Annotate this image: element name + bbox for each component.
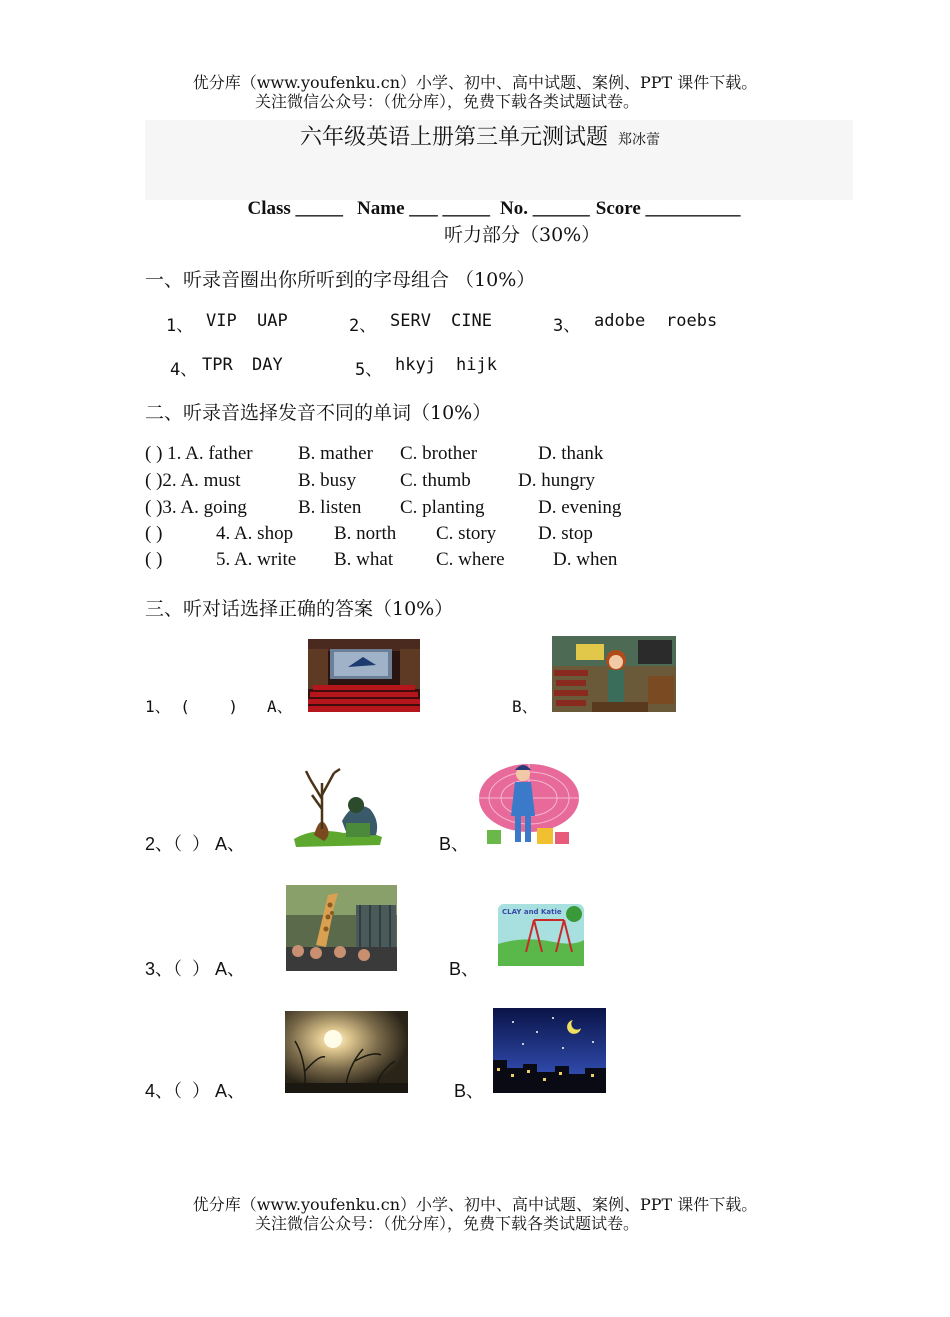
- part3-q4-b-label: B、: [454, 1081, 485, 1101]
- part3-q2-label: 2、（ ） A、: [145, 834, 246, 854]
- zoo-giraffe-image[interactable]: [286, 885, 397, 971]
- part3-q2-b-label: B、: [439, 834, 470, 854]
- part2-row-2-d[interactable]: D. hungry: [518, 470, 596, 491]
- part2-heading: 二、听录音选择发音不同的单词（10%）: [145, 402, 492, 424]
- library-teacher-image[interactable]: [552, 636, 676, 712]
- class-field[interactable]: Class _____: [247, 198, 344, 219]
- part2-row-1-lead: ( ) 1. A. father: [145, 443, 253, 464]
- score-field[interactable]: Score __________: [595, 198, 741, 219]
- part2-row-5-lead: ( ): [145, 549, 163, 570]
- cinema-image[interactable]: [308, 639, 420, 712]
- header-line-1: 优分库（www.youfenku.cn）小学、初中、高中试题、案例、PPT 课件下载。: [192, 73, 758, 92]
- night-city-image[interactable]: [493, 1008, 606, 1093]
- part1-heading: 一、听录音圈出你所听到的字母组合 （10%）: [145, 269, 536, 291]
- title-author: 郑冰蕾: [618, 132, 661, 148]
- part1-item-1-num: 1、: [166, 316, 194, 336]
- part1-item-2-num: 2、: [349, 316, 377, 336]
- part1-item-1-b[interactable]: UAP: [257, 311, 288, 331]
- part1-item-5-a[interactable]: hkyj: [395, 355, 436, 375]
- part2-row-3-lead: ( )3. A. going: [145, 497, 247, 518]
- park-book-cover-image[interactable]: [494, 900, 587, 969]
- part2-row-4-a[interactable]: 4. A. shop: [216, 523, 294, 544]
- part2-row-3-c[interactable]: C. planting: [400, 497, 485, 518]
- book-cover-title: CLAY and Katie: [502, 908, 562, 916]
- part3-q3-label: 3、（ ） A、: [145, 959, 246, 979]
- part2-row-2-b[interactable]: B. busy: [298, 470, 357, 491]
- student-info-fields: [238, 176, 741, 220]
- part3-q1-b-label: B、: [512, 697, 538, 716]
- part1-item-2-b[interactable]: CINE: [451, 311, 492, 331]
- part2-row-5-a[interactable]: 5. A. write: [216, 549, 297, 570]
- part2-row-2-lead: ( )2. A. must: [145, 470, 241, 491]
- part1-item-5-num: 5、: [355, 360, 383, 380]
- part2-row-4-b[interactable]: B. north: [334, 523, 397, 544]
- part2-row-5-b[interactable]: B. what: [334, 549, 394, 570]
- part2-row-5-c[interactable]: C. where: [436, 549, 505, 570]
- part2-row-2-c[interactable]: C. thumb: [400, 470, 471, 491]
- header-line-2: 关注微信公众号：（优分库），免费下载各类试题试卷。: [254, 92, 639, 111]
- part1-item-2-a[interactable]: SERV: [390, 311, 431, 331]
- part2-row-1-d[interactable]: D. thank: [538, 443, 604, 464]
- part2-row-1-b[interactable]: B. mather: [298, 443, 373, 464]
- shopping-woman-image[interactable]: [477, 758, 582, 850]
- part1-item-3-b[interactable]: roebs: [666, 311, 718, 331]
- part1-item-3-num: 3、: [553, 316, 581, 336]
- part1-item-1-a[interactable]: VIP: [206, 311, 237, 331]
- part2-row-3-b[interactable]: B. listen: [298, 497, 362, 518]
- part3-q1-label: 1、 ( ) A、: [145, 697, 293, 716]
- part1-item-5-b[interactable]: hijk: [456, 355, 497, 375]
- tree-planting-image[interactable]: [284, 765, 388, 850]
- number-field[interactable]: No. ______: [500, 198, 590, 219]
- part2-row-4-d[interactable]: D. stop: [538, 523, 593, 544]
- sunset-image[interactable]: [285, 1011, 408, 1093]
- part2-row-4-lead: ( ): [145, 523, 163, 544]
- part1-item-4-a[interactable]: TPR: [202, 355, 233, 375]
- part2-row-3-d[interactable]: D. evening: [538, 497, 622, 518]
- part2-row-1-c[interactable]: C. brother: [400, 443, 478, 464]
- footer-line-1: 优分库（www.youfenku.cn）小学、初中、高中试题、案例、PPT 课件下载。: [192, 1195, 758, 1214]
- part2-row-4-c[interactable]: C. story: [436, 523, 497, 544]
- name-field[interactable]: Name ___ _____: [357, 198, 491, 219]
- part1-item-4-b[interactable]: DAY: [252, 355, 283, 375]
- title-text: 六年级英语上册第三单元测试题: [300, 125, 609, 150]
- part2-row-5-d[interactable]: D. when: [553, 549, 618, 570]
- part3-q3-b-label: B、: [449, 959, 480, 979]
- part3-q4-label: 4、（ ） A、: [145, 1081, 246, 1101]
- part1-item-3-a[interactable]: adobe: [594, 311, 646, 331]
- footer-line-2: 关注微信公众号：（优分库），免费下载各类试题试卷。: [254, 1214, 639, 1233]
- part1-item-4-num: 4、: [170, 360, 198, 380]
- part3-heading: 三、听对话选择正确的答案（10%）: [145, 598, 454, 620]
- page-title: [300, 120, 660, 151]
- listening-heading: 听力部分（30%）: [444, 224, 601, 246]
